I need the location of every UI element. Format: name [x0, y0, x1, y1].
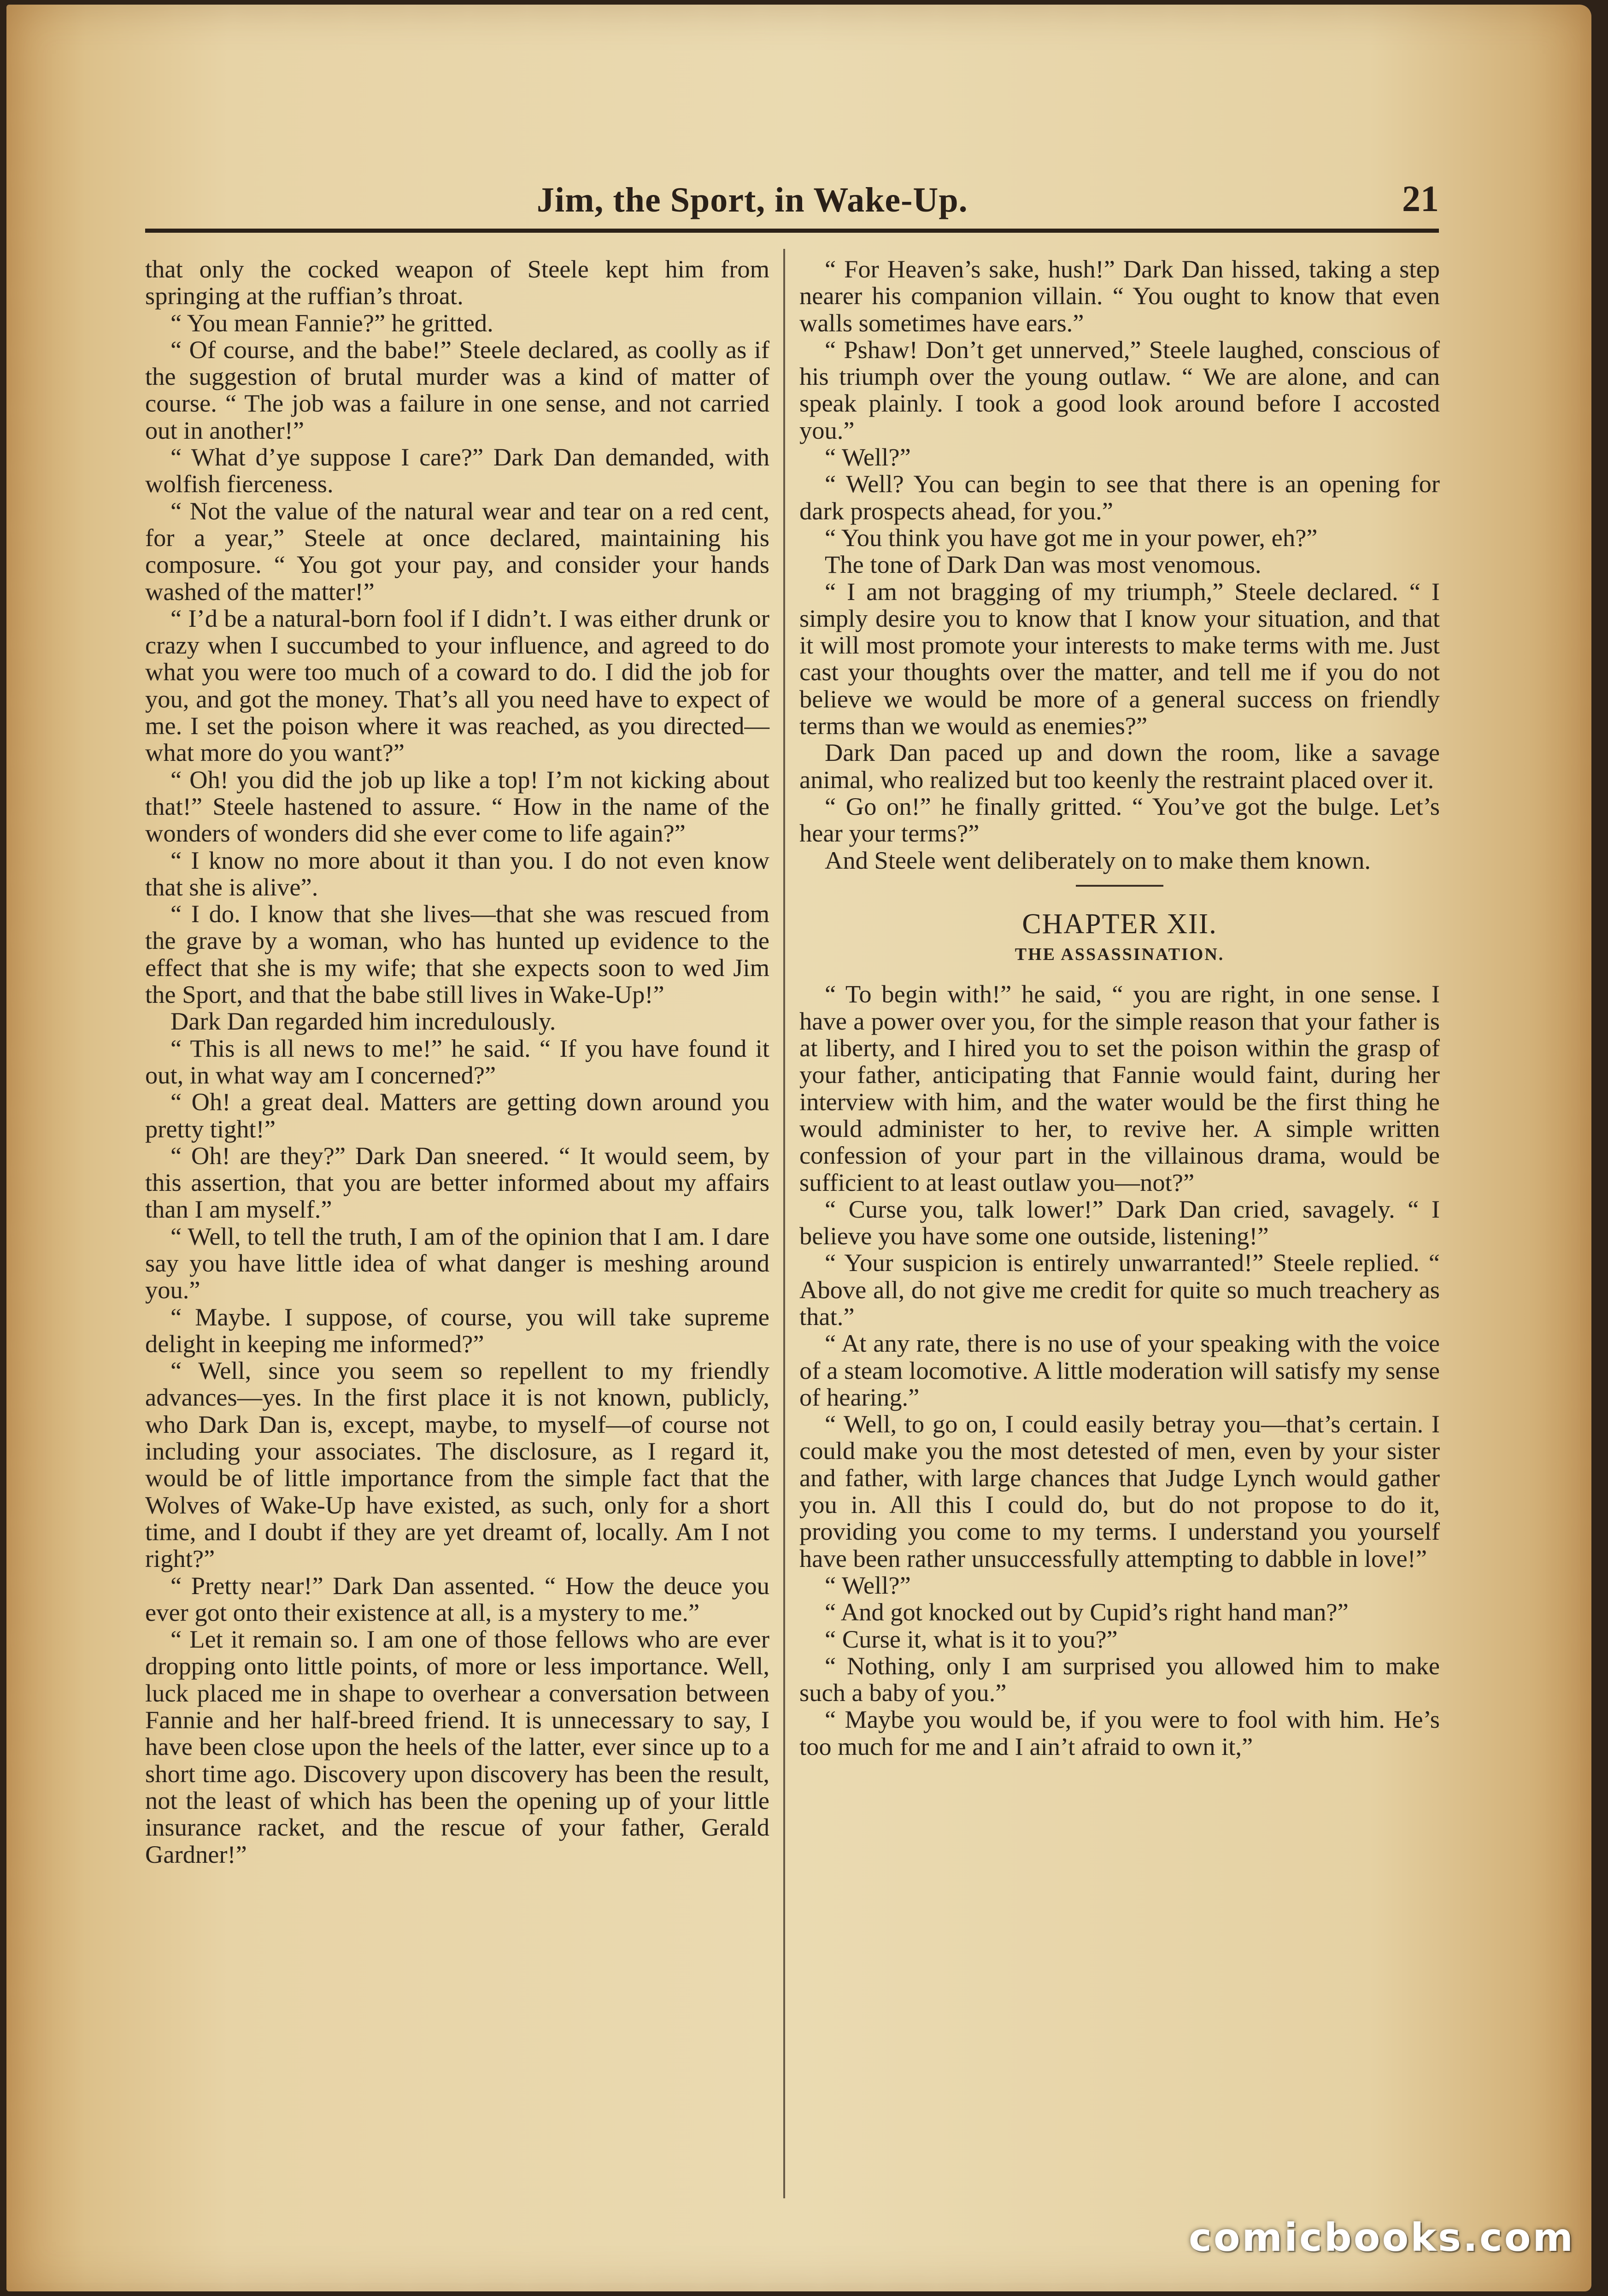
- paragraph: “ Not the value of the natural wear and tear on a red cent, for a year,” Steele at once declared, maintaining his composure. “ You got your pay, and consider your hands washed of the matter!”: [145, 496, 769, 606]
- paragraph: Dark Dan paced up and down the room, like a savage animal, who realized but too keenly the restraint placed over it.: [799, 738, 1440, 794]
- paragraph: “ Pshaw! Don’t get unnerved,” Steele laughed, conscious of his triumph over the young outlaw. “ We are alone, and can speak plainly. I took a good look around before I accosted you.”: [799, 335, 1440, 444]
- paragraph: “ Well, to tell the truth, I am of the opinion that I am. I dare say you have little idea of what danger is meshing around you.”: [145, 1222, 769, 1304]
- paragraph: And Steele went deliberately on to make them known.: [825, 846, 1371, 874]
- paragraph: “ At any rate, there is no use of your speaking with the voice of a steam locomotive. A little moderation will satisfy my sense of hearing.”: [799, 1329, 1440, 1411]
- paragraph: “ Your suspicion is entirely unwarranted!” Steele replied. “ Above all, do not give me credit for quite so much treachery as that.”: [799, 1248, 1440, 1331]
- paragraph: Dark Dan regarded him incredulously.: [170, 1007, 556, 1036]
- right-column: [799, 256, 1440, 1760]
- page-number: 21: [1402, 179, 1439, 219]
- watermark: comicbooks.com: [1189, 2215, 1575, 2260]
- paragraph: “ This is all news to me!” he said. “ If you have found it out, in what way am I concerned?”: [145, 1034, 769, 1089]
- paragraph: “ Go on!” he finally gritted. “ You’ve got the bulge. Let’s hear your terms?”: [799, 792, 1440, 848]
- paragraph: “ Maybe. I suppose, of course, you will take supreme delight in keeping me informed?”: [145, 1302, 769, 1358]
- chapter-rule: [1076, 885, 1163, 887]
- column-divider: [783, 249, 785, 2198]
- paragraph: “ Well?”: [825, 1571, 911, 1599]
- running-title: Jim, the Sport, in Wake-Up.: [537, 181, 968, 219]
- left-column: [145, 256, 769, 1868]
- paragraph: “ For Heaven’s sake, hush!” Dark Dan hissed, taking a step nearer his companion villain. “ You ought to know that even walls sometimes have ears.”: [799, 255, 1440, 337]
- paragraph: “ You think you have got me in your power, eh?”: [825, 523, 1318, 552]
- paragraph: “ Pretty near!” Dark Dan assented. “ How the deuce you ever got onto their existence at all, is a mystery to me.”: [145, 1571, 769, 1626]
- paragraph: “ Maybe you would be, if you were to fool with him. He’s too much for me and I ain’t afraid to own it,”: [799, 1705, 1440, 1760]
- paragraph: “ Let it remain so. I am one of those fellows who are ever dropping onto little points, of more or less importance. Well, luck placed me in shape to overhear a conversation between Fannie and her half-breed friend. It is unnecessary to say, I have been close upon the heels of the latter, ever since up to a short time ago. Discovery upon discovery has been the result, not the least of which has been the opening up of your little insurance racket, and the rescue of your father, Gerald Gardner!”: [145, 1625, 769, 1868]
- paragraph: “ And got knocked out by Cupid’s right hand man?”: [825, 1598, 1349, 1626]
- paragraph: “ What d’ye suppose I care?” Dark Dan demanded, with wolfish fierceness.: [145, 443, 769, 498]
- chapter-subtitle: THE ASSASSINATION.: [1015, 945, 1225, 965]
- paragraph: “ I am not bragging of my triumph,” Steele declared. “ I simply desire you to know that I know your situation, and that it will most promote your interests to make terms with me. Just cast your thoughts over the matter, and tell me if you do not believe we would be more of a general success on friendly terms than we would as enemies?”: [799, 577, 1440, 740]
- paragraph: “ Of course, and the babe!” Steele declared, as coolly as if the suggestion of brutal murder was a kind of matter of course. “ The job was a failure in one sense, and not carried out in another!”: [145, 335, 769, 444]
- paragraph: “ Curse it, what is it to you?”: [825, 1625, 1118, 1653]
- paragraph: “ Well?”: [825, 443, 911, 471]
- paragraph: “ Oh! a great deal. Matters are getting down around you pretty tight!”: [145, 1088, 769, 1143]
- paragraph: “ Well? You can begin to see that there is an opening for dark prospects ahead, for you.”: [799, 470, 1440, 525]
- running-header: [145, 168, 1439, 233]
- paragraph: “ Well, to go on, I could easily betray you—that’s certain. I could make you the most detested of men, even by your sister and father, with large chances that Judge Lynch would gather you in. All this I could do, but do not propose to do it, providing you come to my terms. I understand you yourself have been rather unsuccessfully attempting to dabble in love!”: [799, 1410, 1440, 1572]
- chapter-title: CHAPTER XII.: [1022, 908, 1217, 940]
- paragraph: that only the cocked weapon of Steele kept him from springing at the ruffian’s throat.: [145, 255, 769, 310]
- paragraph: “ Well, since you seem so repellent to my friendly advances—yes. In the first place it is not known, publicly, who Dark Dan is, except, maybe, to myself—of course not including your associates. The disclosure, as I regard it, would be of little importance from the simple fact that the Wolves of Wake-Up have existed, as such, only for a short time, and I doubt if they are yet dreamt of, locally. Am I not right?”: [145, 1356, 769, 1573]
- paragraph: “ Oh! you did the job up like a top! I’m not kicking about that!” Steele hastened to assure. “ How in the name of the wonders of wonders did she ever come to life again?”: [145, 765, 769, 848]
- paragraph: “ Curse you, talk lower!” Dark Dan cried, savagely. “ I believe you have some one outside, listening!”: [799, 1195, 1440, 1250]
- paragraph: The tone of Dark Dan was most venomous.: [825, 550, 1262, 579]
- paragraph: “ Nothing, only I am surprised you allowed him to make such a baby of you.”: [799, 1651, 1440, 1707]
- paragraph: “ To begin with!” he said, “ you are right, in one sense. I have a power over you, for the simple reason that your father is at liberty, and I hired you to set the poison within the grasp of your father, anticipating that Fannie would faint, during her interview with him, and the water would be the first thing he would administer to her, to revive her. A simple written confession of your part in the villainous drama, would be sufficient to at least outlaw you—not?”: [799, 980, 1440, 1196]
- paragraph: “ You mean Fannie?” he gritted.: [170, 308, 493, 337]
- paragraph: “ I know no more about it than you. I do not even know that she is alive”.: [145, 846, 769, 901]
- paragraph: “ I do. I know that she lives—that she was rescued from the grave by a woman, who has hunted up evidence to the effect that she is my wife; that she expects soon to wed Jim the Sport, and that the babe still lives in Wake-Up!”: [145, 900, 769, 1009]
- paragraph: “ I’d be a natural-born fool if I didn’t. I was either drunk or crazy when I succumbed to your influence, and agreed to do what you were too much of a coward to do. I did the job for you, and got the money. That’s all you need have to expect of me. I set the poison where it was reached, as you directed—what more do you want?”: [145, 604, 769, 767]
- paragraph: “ Oh! are they?” Dark Dan sneered. “ It would seem, by this assertion, that you are better informed about my affairs than I am myself.”: [145, 1141, 769, 1224]
